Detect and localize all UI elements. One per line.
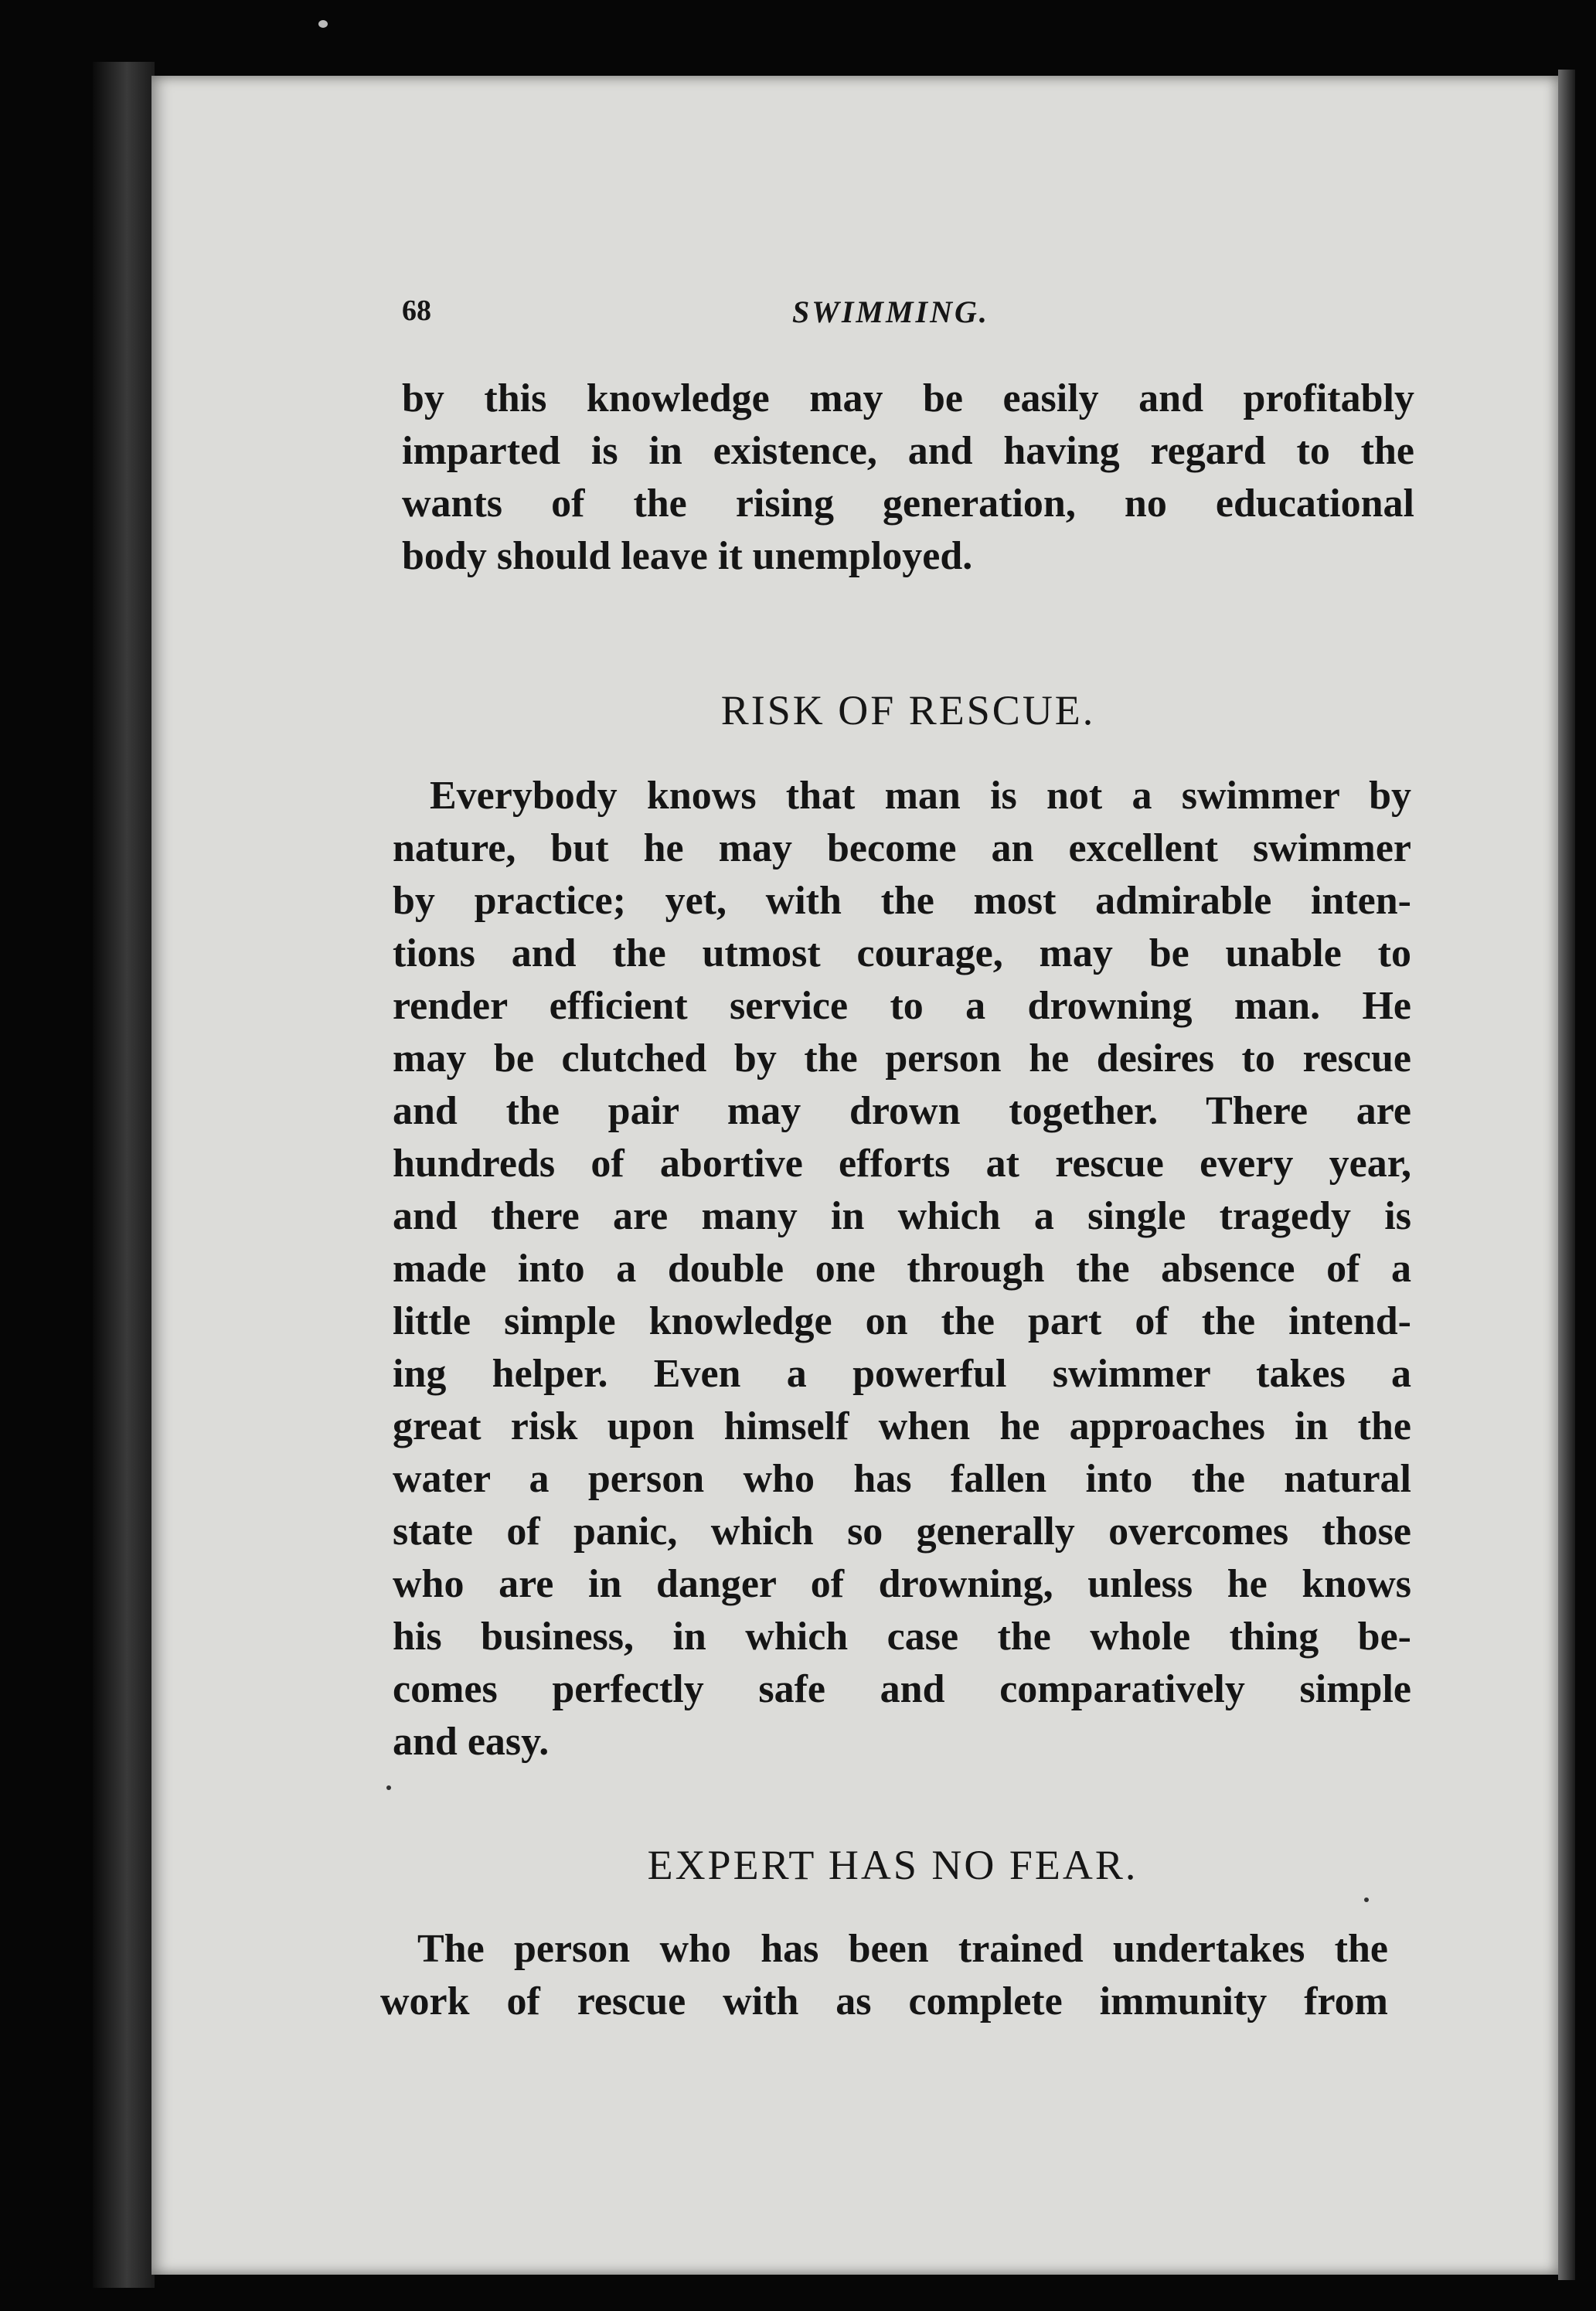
text-line: state of panic, which so generally overcomes those [393,1509,1411,1554]
intro-paragraph [402,373,1414,583]
text-line: nature, but he may become an excellent swimmer [393,826,1411,870]
text-line: made into a double one through the absence of a [393,1247,1411,1291]
text-line: who are in danger of drowning, unless he knows [393,1562,1411,1606]
text-line: and the pair may drown together. There are [393,1089,1411,1133]
text-line: and easy. [393,1720,550,1764]
text-line: The person who has been trained undertakes the [417,1927,1388,1971]
text-line: his business, in which case the whole thing be- [393,1615,1411,1659]
text-line: and there are many in which a single tragedy is [393,1194,1411,1238]
text-line: by practice; yet, with the most admirable inten- [393,879,1411,923]
page-edge [1558,70,1575,2280]
text-line: ing helper. Even a powerful swimmer takes a [393,1352,1411,1396]
text-line: little simple knowledge on the part of the intend- [393,1299,1411,1343]
text-line: by this knowledge may be easily and profitably [402,376,1414,420]
book-spine-shadow [93,62,155,2288]
running-title: SWIMMING. [792,294,989,329]
expert-paragraph [380,1923,1388,2028]
text-line: imparted is in existence, and having regard to the [402,429,1414,473]
text-line: great risk upon himself when he approaches in the [393,1404,1411,1448]
scan-speck [386,1785,391,1790]
scan-speck [1364,1897,1369,1902]
text-line: render efficient service to a drowning man. He [393,984,1411,1028]
text-line: comes perfectly safe and comparatively simple [393,1667,1411,1711]
text-line: body should leave it unemployed. [402,534,973,578]
section-heading-expert-has-no-fear: EXPERT HAS NO FEAR. [647,1842,1138,1888]
page-number: 68 [402,294,431,327]
text-line: hundreds of abortive efforts at rescue every year, [393,1142,1411,1186]
text-line: may be clutched by the person he desires to rescue [393,1036,1411,1081]
text-line: work of rescue with as complete immunity from [380,1979,1388,2023]
risk-of-rescue-paragraph [393,770,1411,1768]
scan-speck [318,20,328,28]
text-line: tions and the utmost courage, may be unable to [393,931,1411,975]
running-head [402,294,1414,340]
text-line: water a person who has fallen into the natural [393,1457,1411,1501]
section-heading-risk-of-rescue: RISK OF RESCUE. [720,687,1096,733]
text-line: wants of the rising generation, no educational [402,482,1414,526]
text-line: Everybody knows that man is not a swimmer by [430,774,1411,818]
